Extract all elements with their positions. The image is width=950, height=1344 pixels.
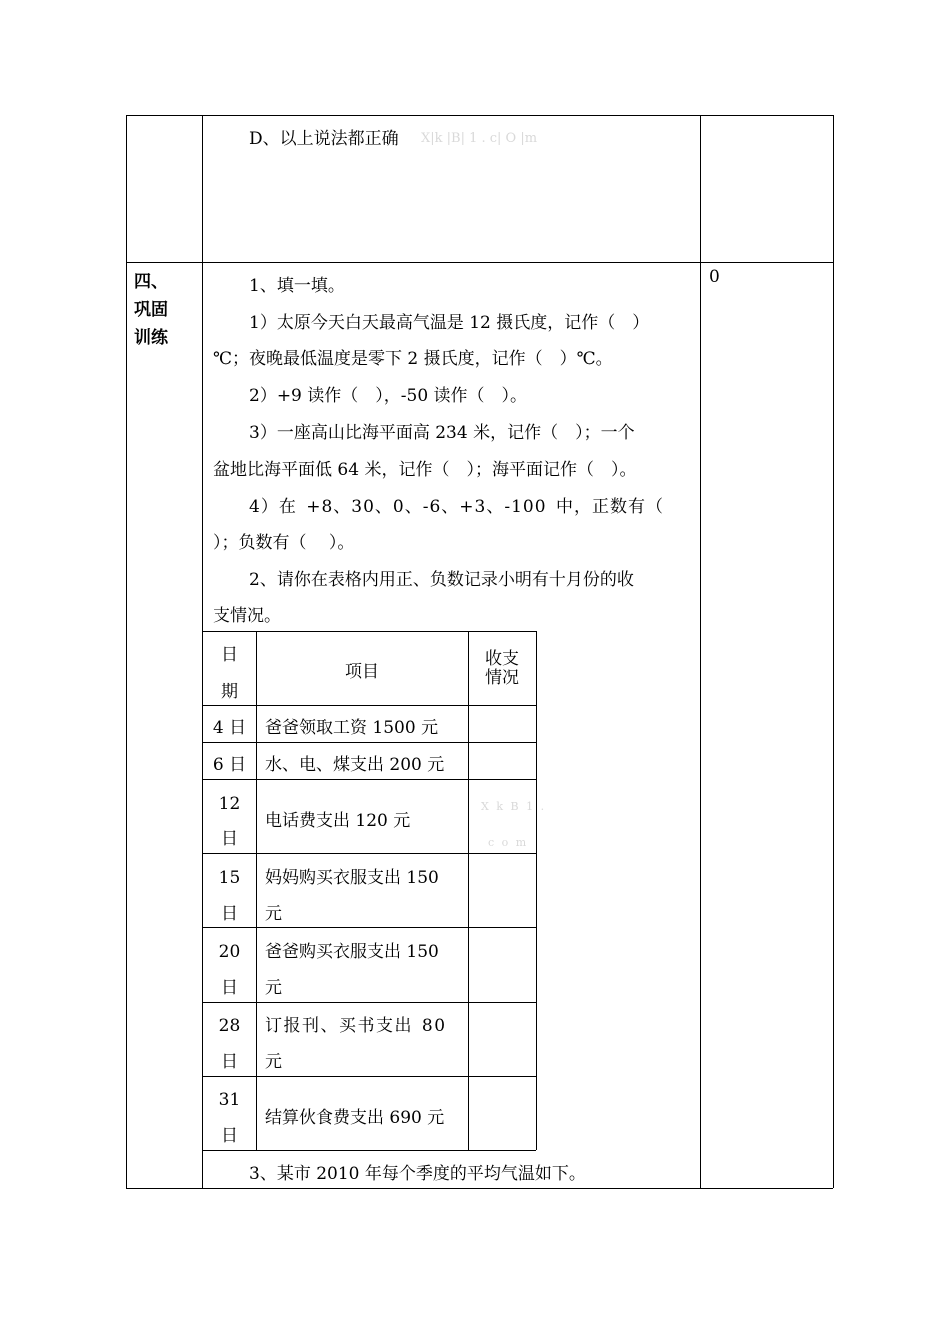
section-title-line-2: 训练 <box>134 328 168 348</box>
section-number: 四、 <box>134 272 168 292</box>
ledger-date: 6 日 <box>212 755 247 775</box>
ledger-header-date: 期 <box>221 682 238 702</box>
question-2-line-2: 支情况。 <box>213 606 281 626</box>
ledger-header-date: 日 <box>221 645 238 665</box>
ledger-date: 4 日 <box>212 718 247 738</box>
question-1-3-line-2: 盆地比海平面低 64 米，记作（ ）；海平面记作（ ）。 <box>213 460 637 480</box>
watermark: X|k |B| 1 . c| O |m <box>421 131 538 146</box>
ledger-col-line <box>256 631 257 1150</box>
ledger-border-right <box>536 631 537 1150</box>
ledger-row-line <box>203 1076 536 1077</box>
ledger-date: 日 <box>221 904 238 924</box>
ledger-date: 日 <box>221 1126 238 1146</box>
ledger-item: 元 <box>265 978 282 998</box>
ledger-item: 水、电、煤支出 200 元 <box>265 755 445 775</box>
ledger-date: 日 <box>221 1052 238 1072</box>
ledger-date: 28 <box>218 1016 241 1036</box>
ledger-row-line <box>203 705 536 706</box>
question-1-4-line-2: ）；负数有（ ）。 <box>213 533 355 553</box>
ledger-item: 订报刊、买书支出 80 <box>265 1016 447 1036</box>
ledger-date: 31 <box>218 1090 241 1110</box>
ledger-row-line <box>203 779 536 780</box>
question-1-1-line-1: 1）太原今天白天最高气温是 12 摄氏度，记作（ ） <box>249 313 650 333</box>
ledger-row-line <box>203 927 536 928</box>
watermark: X k B 1 . <box>481 800 547 813</box>
question-1-3-line-1: 3）一座高山比海平面高 234 米，记作（ ）；一个 <box>249 423 635 443</box>
ledger-item: 爸爸领取工资 1500 元 <box>265 718 439 738</box>
table-col-divider-2 <box>700 115 701 1188</box>
ledger-item: 爸爸购买衣服支出 150 <box>265 942 439 962</box>
ledger-row-line <box>203 853 536 854</box>
question-1-4-line-1: 4）在 +8、30、0、-6、+3、-100 中，正数有（ <box>249 497 664 517</box>
note-value: 0 <box>709 267 720 287</box>
ledger-item: 结算伙食费支出 690 元 <box>265 1108 445 1128</box>
table-border-right <box>833 115 834 1188</box>
ledger-row-line <box>203 742 536 743</box>
table-row-divider <box>126 262 833 263</box>
ledger-col-line <box>468 631 469 1150</box>
ledger-date: 日 <box>221 978 238 998</box>
ledger-header-amount: 收支 <box>485 649 519 669</box>
section-title-line-1: 巩固 <box>134 300 168 320</box>
ledger-date: 15 <box>218 868 241 888</box>
ledger-item: 妈妈购买衣服支出 150 <box>265 868 439 888</box>
ledger-header-amount: 情况 <box>485 668 519 688</box>
table-border-top <box>126 115 833 116</box>
ledger-date: 12 <box>218 794 241 814</box>
question-2-line-1: 2、请你在表格内用正、负数记录小明有十月份的收 <box>249 570 634 590</box>
ledger-item: 电话费支出 120 元 <box>265 811 411 831</box>
ledger-row-line <box>203 1002 536 1003</box>
ledger-item: 元 <box>265 1052 282 1072</box>
table-border-left <box>126 115 127 1188</box>
ledger-border-bottom <box>203 1150 536 1151</box>
question-1-title: 1、填一填。 <box>249 276 345 296</box>
question-1-1-line-2: ℃；夜晚最低温度是零下 2 摄氏度，记作（ ）℃。 <box>213 349 613 369</box>
ledger-border-top <box>203 631 536 632</box>
ledger-date: 日 <box>221 829 238 849</box>
watermark: c o m <box>488 836 529 849</box>
table-border-bottom <box>126 1188 833 1189</box>
ledger-header-item: 项目 <box>345 662 379 682</box>
ledger-item: 元 <box>265 904 282 924</box>
question-1-2: 2）+9 读作（ ），-50 读作（ ）。 <box>249 386 528 406</box>
ledger-date: 20 <box>218 942 241 962</box>
question-3: 3、某市 2010 年每个季度的平均气温如下。 <box>249 1164 586 1184</box>
option-d: D、以上说法都正确 <box>249 129 399 149</box>
